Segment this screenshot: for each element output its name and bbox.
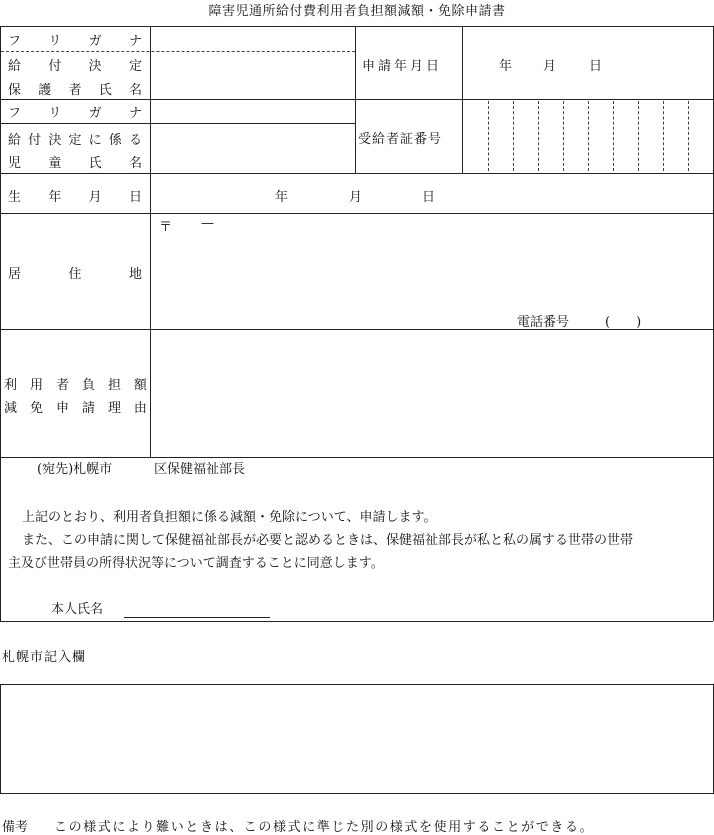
char: ガ [88,106,102,121]
char: 日 [128,190,142,205]
char: 由 [133,401,147,416]
char: 給 [8,59,22,74]
table-border-bottom [0,621,713,622]
birth-month-unit: 月 [349,190,363,205]
char: 保 [8,83,22,98]
office-use-box[interactable] [0,684,714,794]
char: ガ [88,34,102,49]
note-text: この様式により難いときは、この様式に準じた別の様式を使用することができる。 [54,820,595,835]
char: に [88,133,102,148]
guardian-label-line2 [8,79,142,98]
guardian-name-field[interactable] [152,53,354,98]
char: フ [8,106,22,121]
char: 係 [108,133,122,148]
furigana2-divider [0,123,355,124]
label-column-divider [150,26,151,457]
char: 定 [68,133,82,148]
recipient-number-label: 受給者証番号 [358,132,443,147]
reason-label-line1 [4,374,147,393]
signature-field[interactable] [124,598,270,617]
char: フ [8,34,22,49]
char: 生 [8,190,22,205]
char: 名 [128,156,142,171]
declaration-paragraph-2-line-1: また、この申請に関して保健福祉部長が必要と認めるときは、保健福祉部長が私と私の属する世帯の世帯 [22,533,634,548]
char: 申 [55,401,69,416]
phone-parentheses: ( ) [605,315,642,330]
addressee-suffix: 区保健福祉部長 [154,462,246,477]
recipient-number-field[interactable] [464,101,711,172]
signature-label: 本人氏名 [51,602,104,617]
addressee-prefix: (宛先)札幌市 [37,462,113,477]
char: リ [48,34,62,49]
char: 月 [88,190,102,205]
furigana-label-child [8,102,142,121]
row-divider-1 [0,99,713,100]
char: 地 [128,267,142,282]
char: る [128,133,142,148]
char: ナ [128,34,142,49]
char: 定 [128,59,142,74]
declaration-paragraph-2-line-2: 主及び世帯員の所得状況等について調査することに同意します。 [8,556,384,571]
furigana-label-guardian [8,30,142,49]
char: ナ [128,106,142,121]
char: 童 [48,156,62,171]
reason-label-line2 [4,397,147,416]
declaration-paragraph-1: 上記のとおり、利用者負担額に係る減額・免除について、申請します。 [22,510,437,525]
char: 額 [133,378,147,393]
char: リ [48,106,62,121]
birthdate-label [8,186,142,205]
char: 名 [128,83,142,98]
char: 居 [8,267,22,282]
postal-dash: — [201,216,214,231]
child-label-line1 [8,129,142,148]
char: 決 [88,59,102,74]
char: 給 [8,133,22,148]
reason-field[interactable] [152,331,711,456]
char: 減 [4,401,18,416]
child-label-line2 [8,152,142,171]
char: 担 [107,378,121,393]
signature-line [124,617,270,618]
char: 免 [29,401,43,416]
application-date-field[interactable] [464,28,711,98]
furigana1-dashed-divider [1,51,355,52]
birth-day-unit: 日 [422,190,436,205]
row-divider-3 [0,213,713,214]
char: 理 [107,401,121,416]
char: 氏 [98,83,112,98]
char: 氏 [88,156,102,171]
table-border-left [0,26,1,621]
char: 決 [48,133,62,148]
birthdate-field[interactable] [152,175,711,212]
guardian-label-line1 [8,55,142,74]
char: 者 [68,83,82,98]
child-furigana-field[interactable] [152,101,354,122]
char: 児 [8,156,22,171]
char: 用 [29,378,43,393]
office-use-label: 札幌市記入欄 [2,650,87,665]
char: 者 [55,378,69,393]
row-divider-2 [0,173,713,174]
application-date-label: 申請年月日 [362,59,443,74]
char: 利 [4,378,18,393]
application-year-unit: 年 [499,59,513,74]
table-border-top [0,26,713,27]
char: 付 [28,133,42,148]
postal-mark: 〒 [159,220,173,235]
phone-label: 電話番号 [517,315,570,330]
birth-year-unit: 年 [275,190,289,205]
char: 年 [48,190,62,205]
form-title: 障害児通所給付費利用者負担額減額・免除申請書 [208,4,506,19]
child-name-field[interactable] [152,125,354,172]
residence-label [8,263,142,282]
char: 護 [38,83,52,98]
guardian-furigana-field[interactable] [152,28,354,50]
application-day-unit: 日 [589,59,603,74]
note-label: 備考 [2,820,29,835]
char: 住 [68,267,82,282]
char: 付 [48,59,62,74]
char: 請 [81,401,95,416]
application-month-unit: 月 [543,59,557,74]
char: 負 [81,378,95,393]
